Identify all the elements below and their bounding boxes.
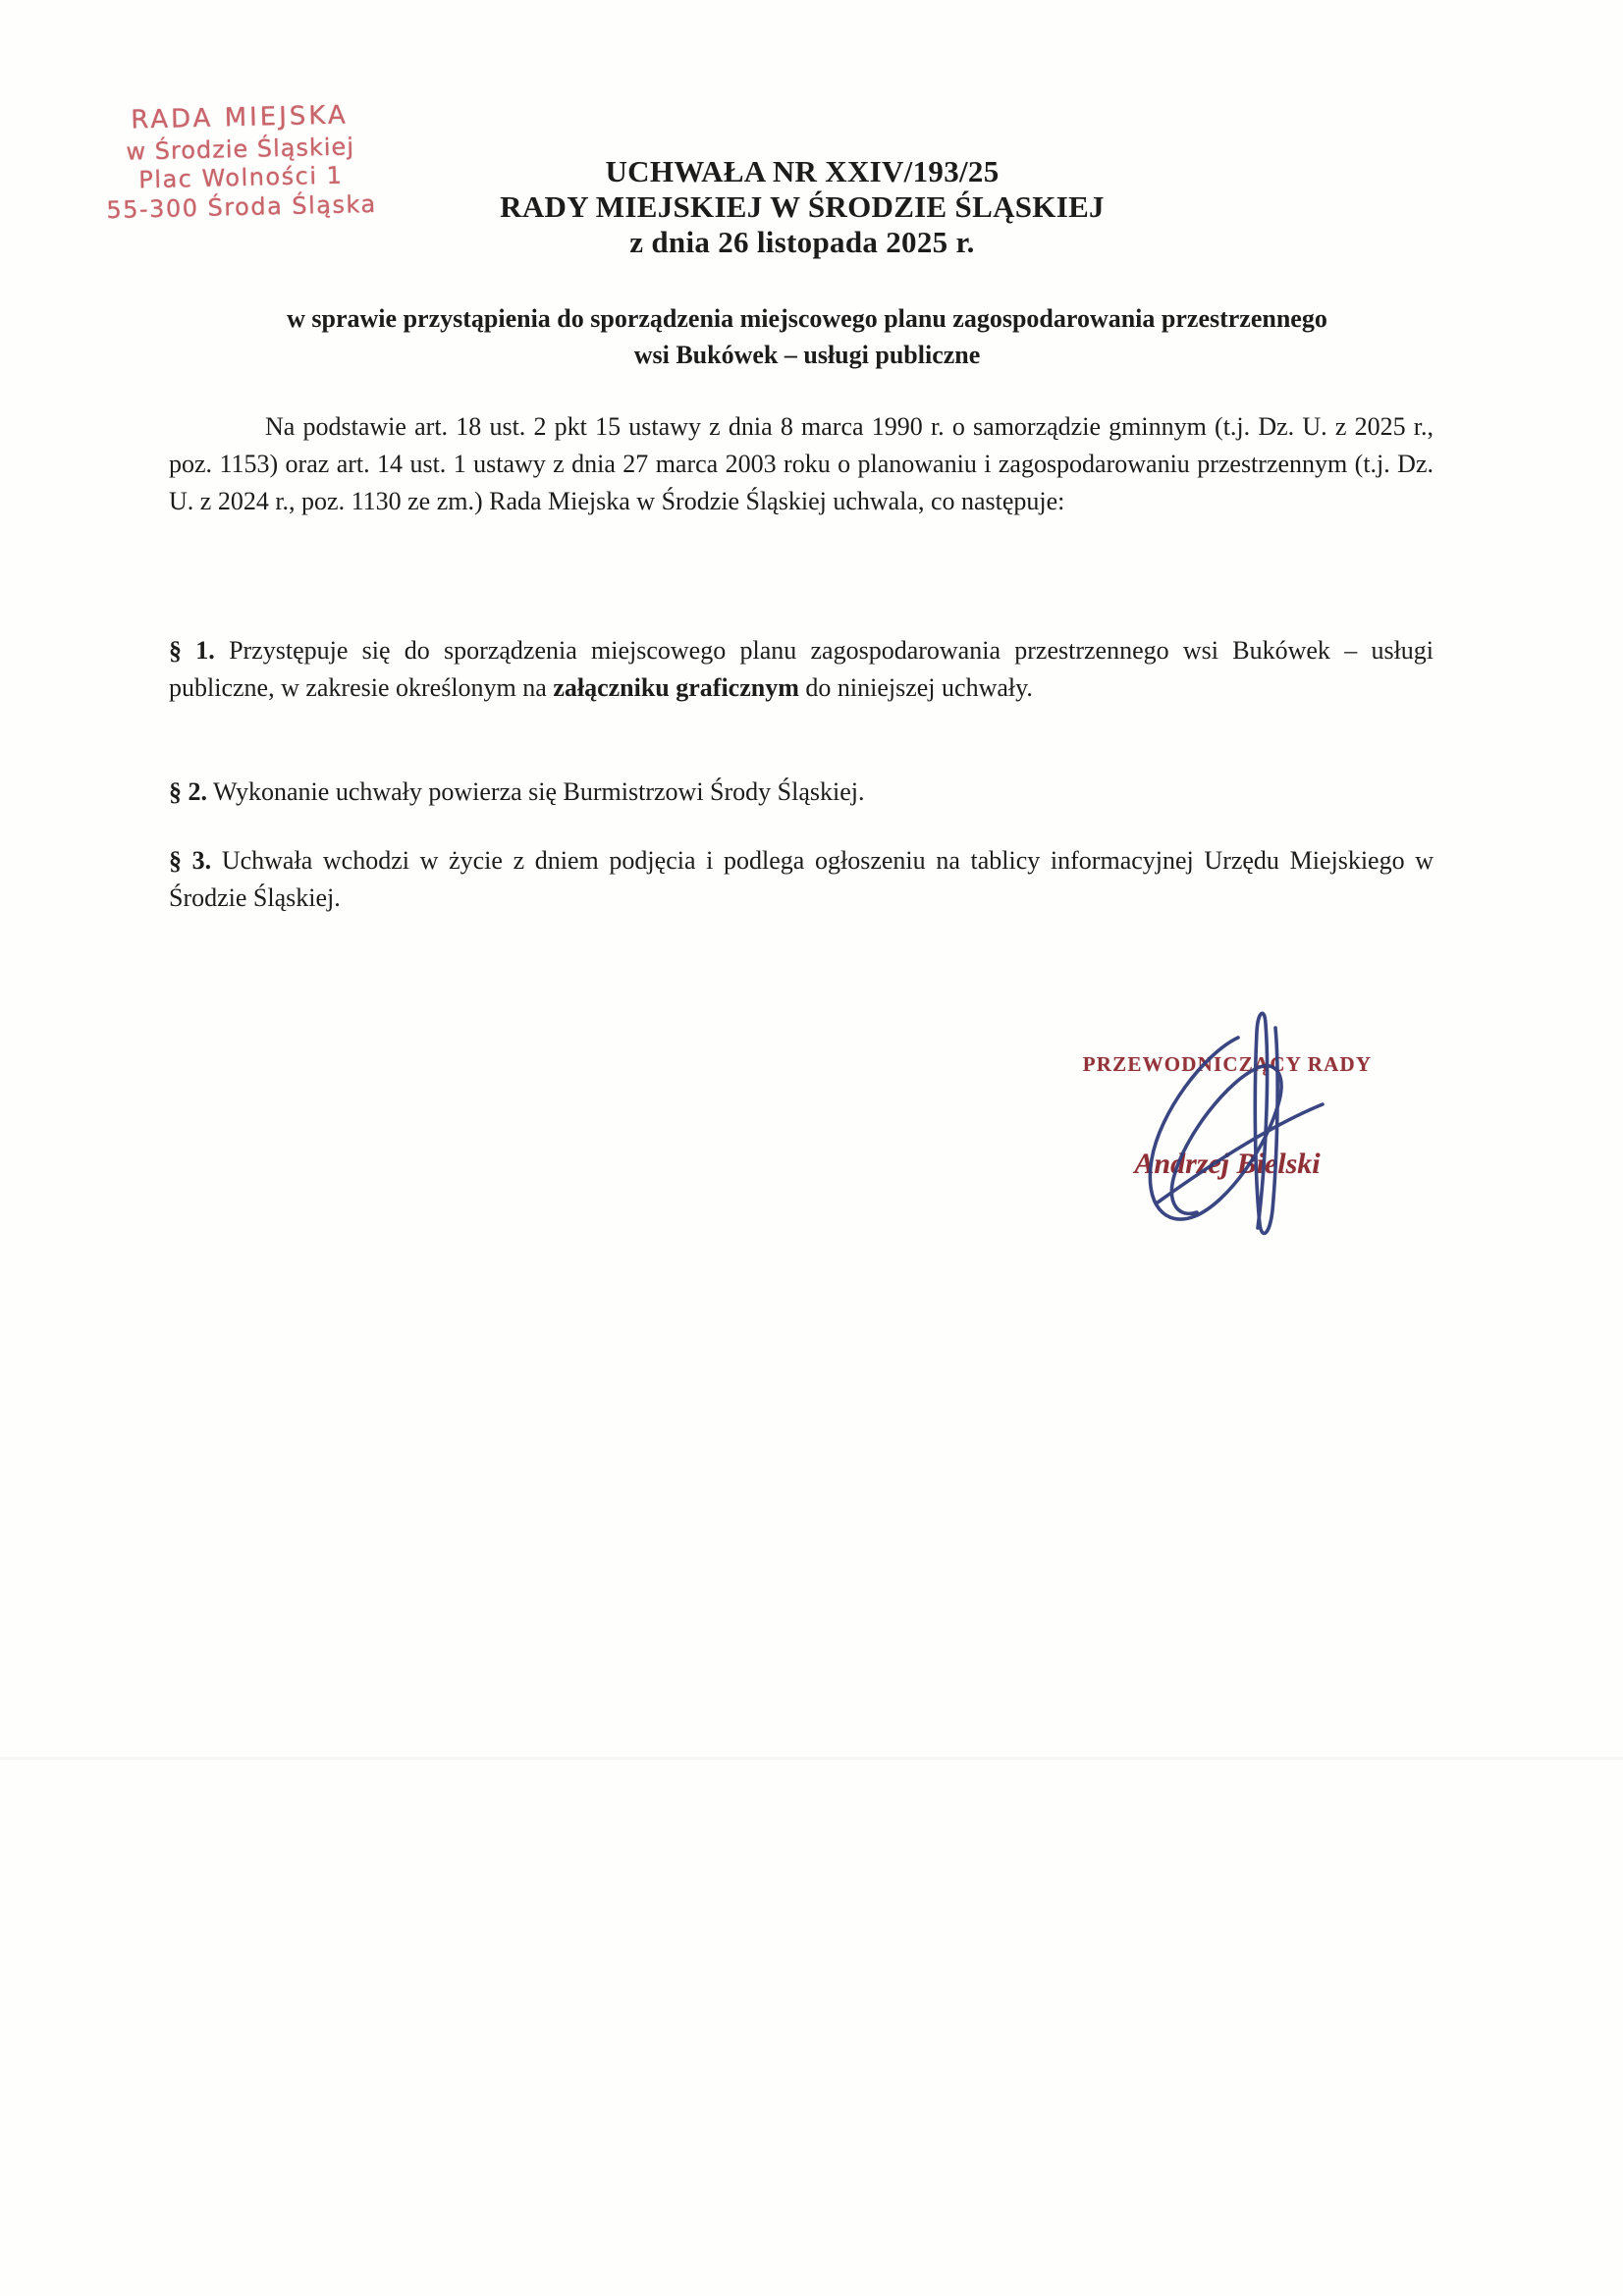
section-1-number: § 1. (169, 636, 215, 665)
section-3-text: Uchwała wchodzi w życie z dniem podjęcia i podlega ogłoszeniu na tablicy informacyjnej Urzędu Miejskiego w Środzie Śląskiej. (169, 846, 1434, 912)
stamp-line: RADA MIEJSKA (130, 100, 350, 135)
resolution-issuer: RADY MIEJSKIEJ W ŚRODZIE ŚLĄSKIEJ (500, 189, 1105, 224)
scan-fold-artifact (0, 1757, 1623, 1760)
resolution-subject: w sprawie przystąpienia do sporządzenia miejscowego planu zagospodarowania przestrzennego wsi Bukówek – usługi publiczne (287, 304, 1327, 369)
section-1-text-end: do niniejszej uchwały. (798, 673, 1033, 702)
section-3-number: § 3. (169, 846, 212, 875)
resolution-date: z dnia 26 listopada 2025 r. (629, 225, 975, 259)
stamp-line: 55-300 Środa Śląska (106, 189, 377, 225)
signature-block (1021, 1051, 1434, 1181)
stamp-line: Plac Wolności 1 (138, 161, 344, 194)
section-1-text: Przystępuje się do sporządzenia miejscowego planu zagospodarowania przestrzennego wsi Bukówek – usługi publiczne, w zakresie określonym na (169, 636, 1434, 702)
section-2-number: § 2. (169, 777, 207, 806)
section-1-bold-fragment: załączniku graficznym (553, 673, 799, 702)
legal-basis-paragraph: Na podstawie art. 18 ust. 2 pkt 15 ustawy z dnia 8 marca 1990 r. o samorządzie gminnym (t.j. Dz. U. z 2025 r., poz. 1153) oraz art. 14 ust. 1 ustawy z dnia 27 marca 2003 roku o planowaniu i zagospodarowaniu przestrzennym (t.j. Dz. U. z 2024 r., poz. 1130 ze zm.) Rada Miejska w Środzie Śląskiej uchwala, co następuje: (169, 412, 1434, 515)
section-3-paragraph (169, 842, 1434, 917)
section-2-text: Wykonanie uchwały powierza się Burmistrzowi Środy Śląskiej. (213, 777, 865, 806)
section-1-paragraph (169, 632, 1434, 707)
signer-name-stamp: Andrzej Bielski (1134, 1148, 1321, 1180)
resolution-title (169, 154, 1435, 260)
section-2-paragraph (169, 774, 1434, 811)
handwritten-signature-ink (1122, 1008, 1336, 1242)
stamp-line: w Środzie Śląskiej (126, 133, 355, 166)
signer-role-stamp: PRZEWODNICZĄCY RADY (1082, 1052, 1373, 1076)
resolution-number: UCHWAŁA NR XXIV/193/25 (605, 154, 1000, 188)
